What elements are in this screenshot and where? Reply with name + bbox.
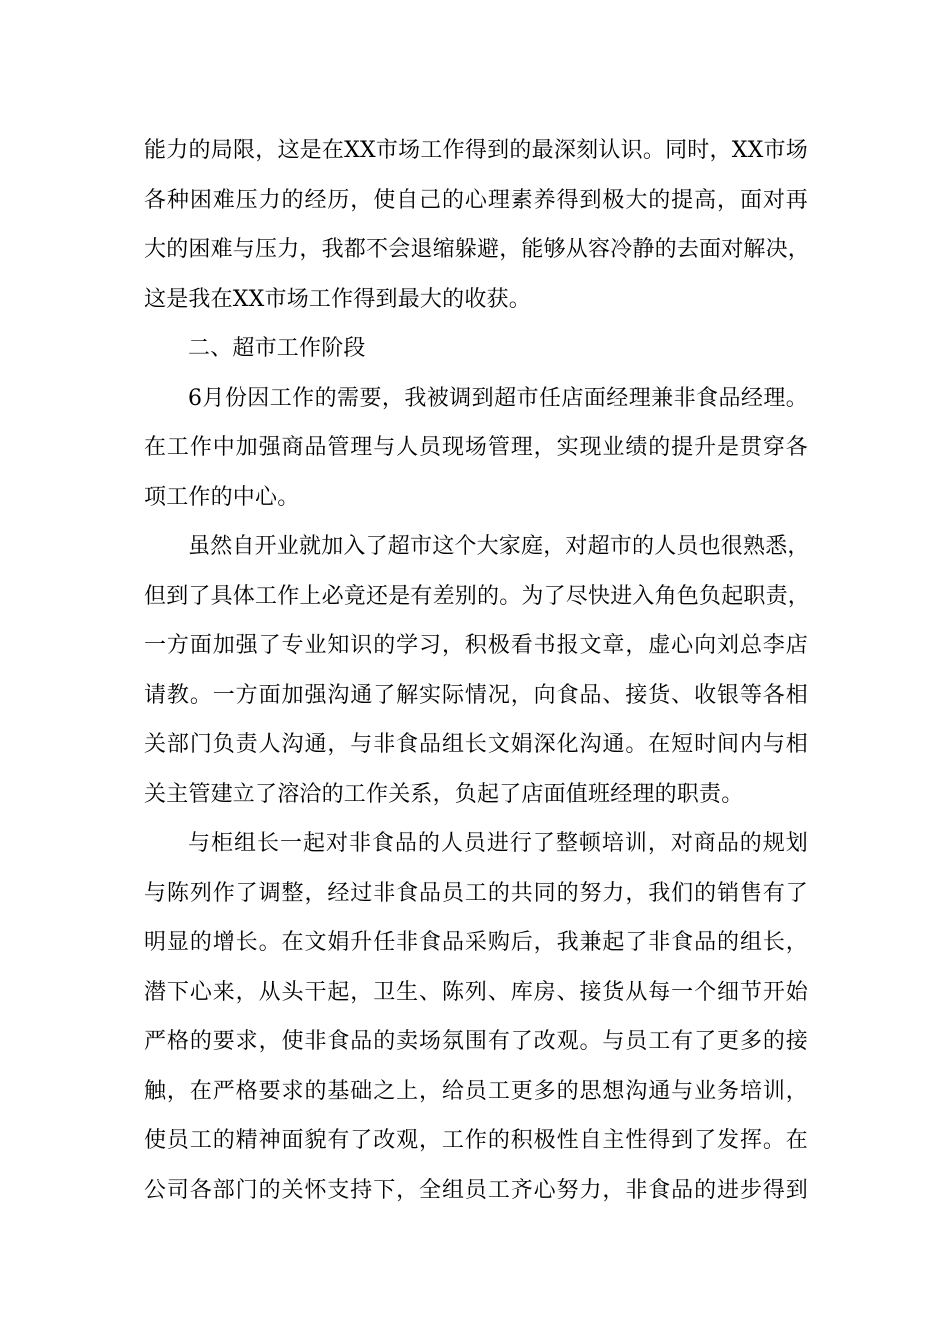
section-heading: 二、超市工作阶段 <box>188 336 366 361</box>
text-line: 大的困难与压力，我都不会退缩躲避，能够从容冷静的去面对解决， <box>144 237 811 262</box>
text-line: 这是我在XX市场工作得到最大的收获。 <box>144 286 531 312</box>
text-line: 请教。一方面加强沟通了解实际情况，向食品、接货、收银等各相 <box>144 682 808 708</box>
text-line: 虽然自开业就加入了超市这个大家庭，对超市的人员也很熟悉， <box>188 534 810 559</box>
text-line: 能力的局限，这是在XX市场工作得到的最深刻认识。同时，XX市场 <box>144 138 808 163</box>
text-line: 使员工的精神面貌有了改观，工作的积极性自主性得到了发挥。在 <box>144 1128 808 1153</box>
text-line: 明显的增长。在文娟升任非食品采购后，我兼起了非食品的组长， <box>144 930 808 955</box>
text-line: 项工作的中心。 <box>144 484 300 510</box>
text-line: 但到了具体工作上必竟还是有差别的。为了尽快进入角色负起职责， <box>144 583 811 609</box>
text-line: 触，在严格要求的基础之上，给员工更多的思想沟通与业务培训， <box>144 1078 808 1104</box>
text-line: 一方面加强了专业知识的学习，积极看书报文章，虚心向刘总李店 <box>144 633 808 658</box>
text-line: 各种困难压力的经历，使自己的心理素养得到极大的提高，面对再 <box>144 187 808 213</box>
text-line: 关主管建立了溶洽的工作关系，负起了店面值班经理的职责。 <box>144 781 744 807</box>
text-line: 与陈列作了调整，经过非食品员工的共同的努力，我们的销售有了 <box>144 880 808 906</box>
text-line: 严格的要求，使非食品的卖场氛围有了改观。与员工有了更多的接 <box>144 1029 808 1054</box>
text-line: 6月份因工作的需要，我被调到超市任店面经理兼非食品经理。 <box>188 385 808 411</box>
body-text <box>144 126 811 1215</box>
text-line: 公司各部门的关怀支持下，全组员工齐心努力，非食品的进步得到 <box>144 1177 808 1203</box>
text-line: 潜下心来，从头干起，卫生、陈列、库房、接货从每一个细节开始 <box>144 979 808 1005</box>
text-line: 关部门负责人沟通，与非食品组长文娟深化沟通。在短时间内与相 <box>144 732 808 757</box>
text-line: 与柜组长一起对非食品的人员进行了整顿培训，对商品的规划 <box>188 831 808 856</box>
text-line: 在工作中加强商品管理与人员现场管理，实现业绩的提升是贯穿各 <box>144 435 808 460</box>
